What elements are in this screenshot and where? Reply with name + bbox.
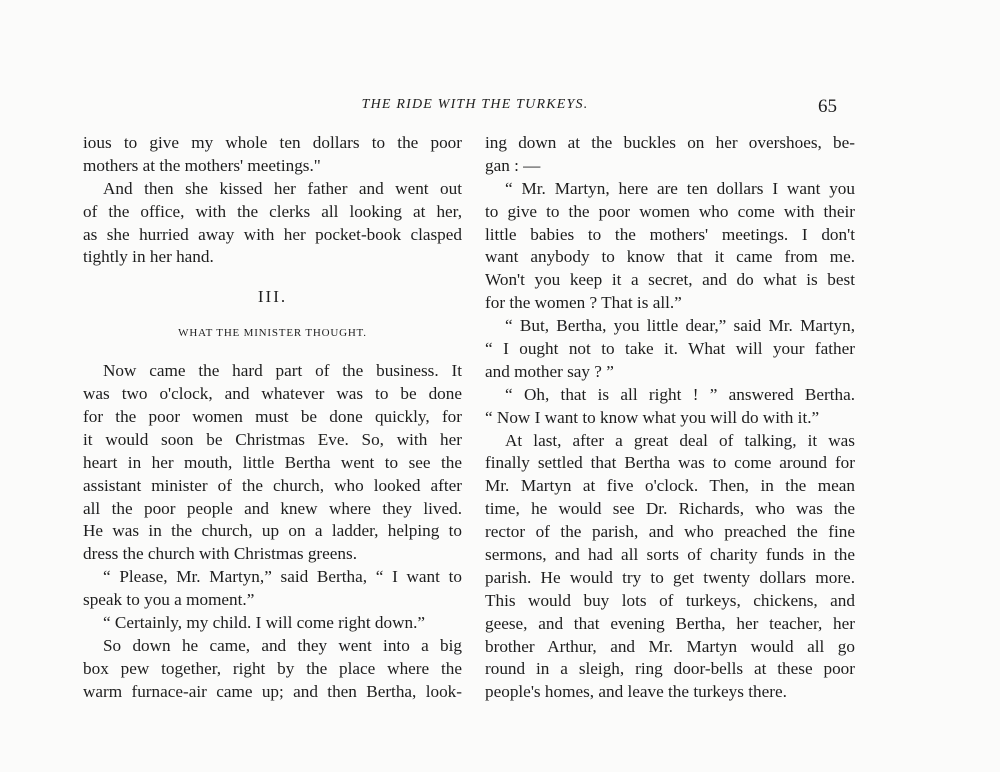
text-line: parish. He would try to get twenty dollars more. (485, 567, 855, 587)
running-title: THE RIDE WITH THE TURKEYS. (361, 97, 589, 112)
page-number: 65 (818, 96, 837, 117)
text-line: “ But, Bertha, you little dear,” said Mr. Martyn, (505, 316, 855, 336)
text-line: assistant minister of the church, who looked after (83, 475, 462, 495)
text-line: for the poor women must be done quickly, for (83, 406, 462, 426)
paragraph (485, 132, 855, 704)
text-line: “ Now I want to know what you will do with it.” (485, 407, 820, 427)
text-line: people's homes, and leave the turkeys there. (485, 682, 787, 702)
text-line: sermons, and had all sorts of charity funds in the (485, 545, 855, 565)
section-title: WHAT THE MINISTER THOUGHT. (178, 327, 367, 340)
text-line: speak to you a moment.” (83, 590, 255, 610)
text-line: So down he came, and they went into a big (103, 635, 462, 655)
text-line: rector of the parish, and who preached the fine (485, 522, 855, 542)
text-line: “ Oh, that is all right ! ” answered Bertha. (505, 384, 855, 404)
text-line: warm furnace-air came up; and then Bertha, look- (83, 681, 462, 701)
text-line: geese, and that evening Bertha, her teacher, her (485, 613, 855, 633)
paragraph (83, 360, 462, 703)
text-line: “ Mr. Martyn, here are ten dollars I want you (505, 178, 855, 198)
text-line: Mr. Martyn at five o'clock. Then, in the mean (485, 476, 855, 496)
text-line: brother Arthur, and Mr. Martyn would all go (485, 636, 855, 656)
text-line: as she hurried away with her pocket-book clasped (83, 224, 462, 244)
right-column (485, 132, 855, 704)
text-line: gan : — (485, 155, 541, 175)
text-line: Now came the hard part of the business. It (103, 361, 462, 381)
text-line: ing down at the buckles on her overshoes, be- (485, 133, 855, 152)
section-number: III. (257, 287, 288, 307)
text-line: He was in the church, up on a ladder, helping to (83, 521, 462, 541)
text-line: heart in her mouth, little Bertha went to see the (83, 452, 462, 472)
text-line: At last, after a great deal of talking, it was (505, 430, 855, 450)
text-line: round in a sleigh, ring door-bells at these poor (485, 659, 855, 679)
text-line: Won't you keep it a secret, and do what is best (485, 270, 855, 290)
text-line: box pew together, right by the place where the (83, 658, 462, 678)
text-line: ious to give my whole ten dollars to the poor (83, 133, 462, 152)
paragraph (83, 178, 462, 270)
text-line: and mother say ? ” (485, 361, 614, 381)
text-line: “ Please, Mr. Martyn,” said Bertha, “ I want to (103, 567, 462, 587)
text-line: mothers at the mothers' meetings." (83, 155, 321, 175)
text-line: time, he would see Dr. Richards, who was the (485, 499, 855, 519)
text-line: “ I ought not to take it. What will your father (485, 339, 855, 359)
text-line: want anybody to know that it came from me. (485, 247, 855, 267)
text-line: tightly in her hand. (83, 247, 214, 267)
text-line: “ Certainly, my child. I will come right down.” (103, 612, 426, 632)
text-line: And then she kissed her father and went out (103, 178, 462, 198)
text-line: for the women ? That is all.” (485, 293, 682, 313)
text-line: to give to the poor women who come with their (485, 201, 855, 221)
text-line: little babies to the mothers' meetings. I don't (485, 224, 855, 244)
paragraph (83, 132, 462, 178)
text-line: of the office, with the clerks all looking at her, (83, 201, 462, 221)
text-line: finally settled that Bertha was to come around for (485, 453, 855, 473)
text-line: it would soon be Christmas Eve. So, with her (83, 429, 462, 449)
text-line: dress the church with Christmas greens. (83, 544, 357, 564)
text-line: was two o'clock, and whatever was to be done (83, 384, 462, 404)
left-column (83, 132, 462, 704)
text-line: all the poor people and knew where they lived. (83, 498, 462, 518)
text-line: This would buy lots of turkeys, chickens, and (485, 590, 855, 610)
